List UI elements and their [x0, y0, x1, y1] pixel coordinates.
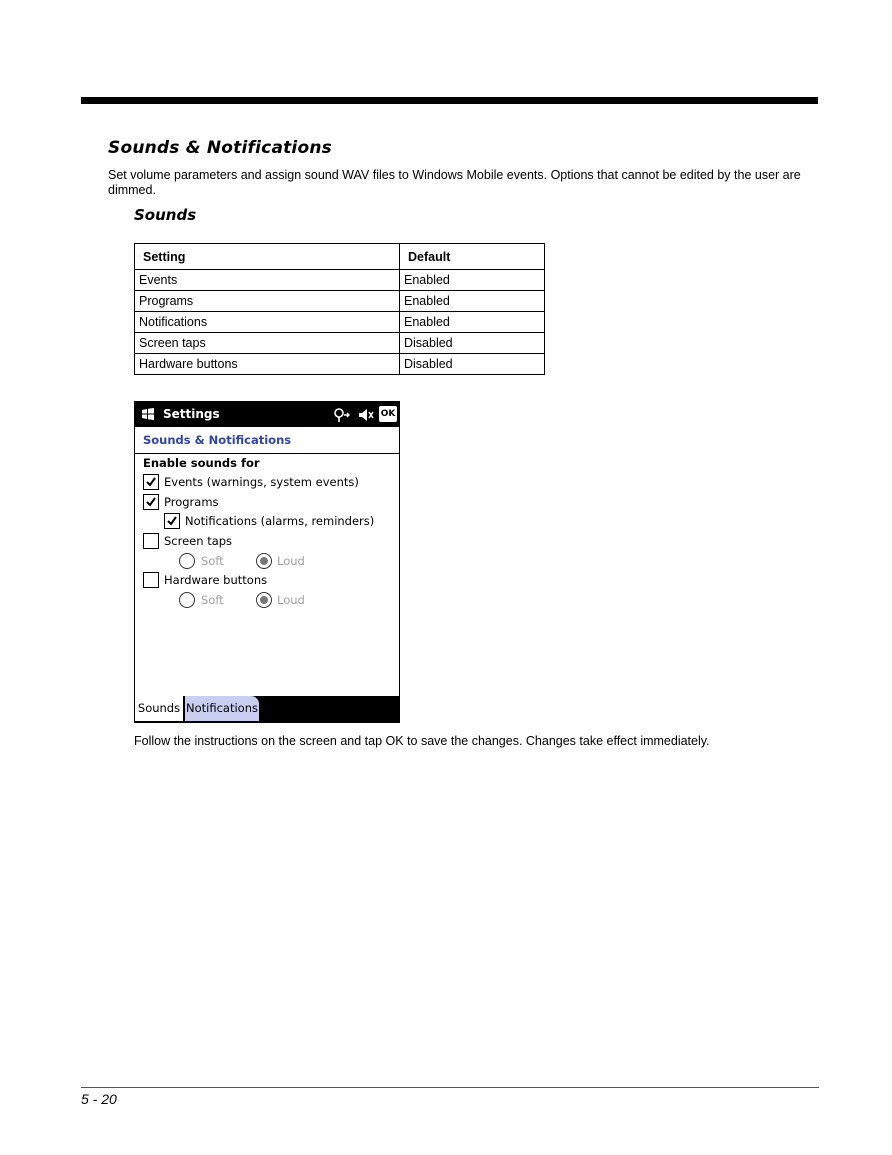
device-title: Settings	[163, 407, 220, 421]
table-header-setting: Setting	[135, 244, 400, 270]
device-screenshot	[134, 401, 400, 723]
table-row	[135, 270, 545, 291]
table-row	[135, 333, 545, 354]
windows-logo-icon[interactable]	[141, 407, 155, 421]
device-page-header	[135, 427, 399, 454]
intro-paragraph: Set volume parameters and assign sound WAV files to Windows Mobile events. Options that cannot be edited by the user are dimmed.	[108, 168, 801, 197]
screen-taps-soft-radio[interactable]	[179, 553, 195, 569]
hardware-buttons-checkbox[interactable]	[143, 572, 159, 588]
connectivity-icon[interactable]	[333, 407, 351, 423]
table-cell-default: Disabled	[400, 354, 545, 375]
table-row	[135, 354, 545, 375]
page-heading: Sounds & Notifications	[108, 138, 332, 158]
notifications-checkbox-label: Notifications (alarms, reminders)	[185, 514, 375, 528]
programs-checkbox-label: Programs	[164, 495, 219, 509]
notifications-checkbox[interactable]	[164, 513, 180, 529]
table-header-row	[135, 244, 545, 270]
events-checkbox-label: Events (warnings, system events)	[164, 475, 359, 489]
ok-button[interactable]: OK	[379, 406, 397, 422]
table-cell-setting: Programs	[135, 291, 400, 312]
top-rule	[81, 97, 818, 104]
table-header-default: Default	[400, 244, 545, 270]
enable-sounds-label: Enable sounds for	[143, 456, 260, 470]
table-row	[135, 291, 545, 312]
table-cell-setting: Hardware buttons	[135, 354, 400, 375]
table-cell-default: Enabled	[400, 291, 545, 312]
screen-taps-loud-label: Loud	[277, 554, 305, 568]
checkmark-icon	[145, 496, 157, 508]
table-cell-setting: Events	[135, 270, 400, 291]
table-row	[135, 312, 545, 333]
bottom-rule	[81, 1087, 819, 1088]
checkmark-icon	[145, 476, 157, 488]
screen-taps-checkbox-label: Screen taps	[164, 534, 233, 548]
events-checkbox[interactable]	[143, 474, 159, 490]
hardware-buttons-loud-label: Loud	[277, 593, 305, 607]
follow-instructions-text: Follow the instructions on the screen and tap OK to save the changes. Changes take effect immediately.	[134, 734, 710, 748]
tab-notifications[interactable]: Notifications	[185, 696, 259, 721]
hardware-buttons-loud-radio[interactable]	[256, 592, 272, 608]
device-page-title: Sounds & Notifications	[143, 433, 292, 447]
sounds-subheading: Sounds	[134, 206, 197, 224]
hardware-buttons-soft-label: Soft	[201, 593, 224, 607]
hardware-buttons-soft-radio[interactable]	[179, 592, 195, 608]
table-cell-default: Enabled	[400, 270, 545, 291]
device-titlebar	[135, 402, 399, 427]
screen-taps-loud-radio[interactable]	[256, 553, 272, 569]
programs-checkbox[interactable]	[143, 494, 159, 510]
sounds-defaults-table	[134, 243, 545, 375]
screen-taps-checkbox[interactable]	[143, 533, 159, 549]
screen-taps-soft-label: Soft	[201, 554, 224, 568]
hardware-buttons-checkbox-label: Hardware buttons	[164, 573, 268, 587]
table-cell-setting: Notifications	[135, 312, 400, 333]
table-cell-setting: Screen taps	[135, 333, 400, 354]
table-cell-default: Enabled	[400, 312, 545, 333]
checkmark-icon	[166, 515, 178, 527]
table-cell-default: Disabled	[400, 333, 545, 354]
speaker-muted-icon[interactable]	[357, 406, 375, 424]
page-number: 5 - 20	[81, 1091, 117, 1107]
device-tab-bar	[135, 696, 399, 722]
tab-sounds[interactable]: Sounds	[135, 696, 183, 721]
